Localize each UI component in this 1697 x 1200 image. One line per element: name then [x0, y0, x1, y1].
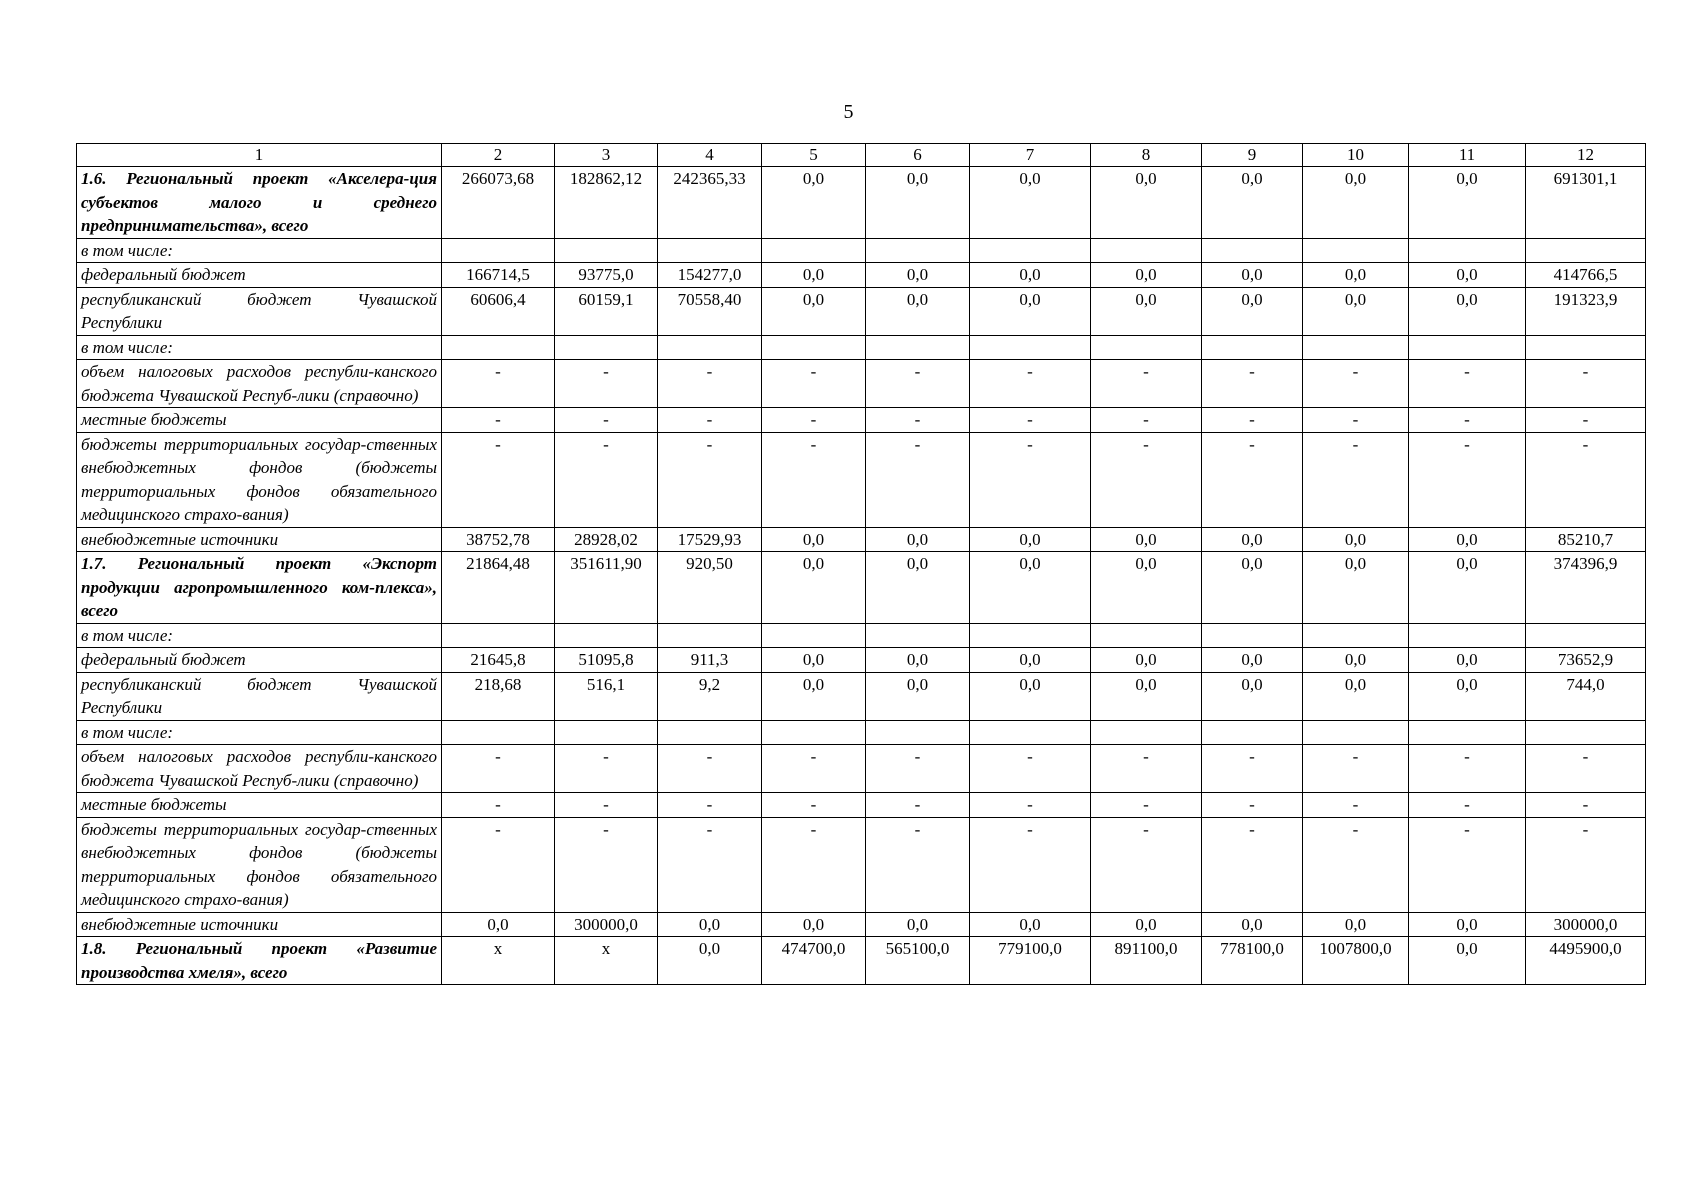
value-cell [442, 238, 555, 263]
table-row [77, 408, 1646, 433]
column-number-row [77, 144, 1646, 167]
value-cell: 0,0 [1303, 648, 1409, 673]
value-cell [1526, 238, 1646, 263]
value-cell: 0,0 [762, 672, 866, 720]
value-cell: - [866, 817, 970, 912]
value-cell: - [1091, 432, 1202, 527]
value-cell: х [555, 937, 658, 985]
row-label: объем налоговых расходов республи-канского бюджета Чувашской Респуб-лики (справочно) [77, 745, 442, 793]
value-cell: 0,0 [762, 167, 866, 239]
value-cell: 0,0 [1091, 648, 1202, 673]
value-cell: 0,0 [970, 287, 1091, 335]
value-cell: - [1409, 745, 1526, 793]
value-cell: 4495900,0 [1526, 937, 1646, 985]
value-cell [1091, 720, 1202, 745]
value-cell: 0,0 [1091, 263, 1202, 288]
value-cell: - [762, 793, 866, 818]
value-cell [866, 720, 970, 745]
value-cell: 0,0 [1409, 937, 1526, 985]
value-cell: - [555, 793, 658, 818]
value-cell [658, 238, 762, 263]
value-cell [762, 335, 866, 360]
value-cell: 70558,40 [658, 287, 762, 335]
value-cell: - [762, 432, 866, 527]
value-cell [555, 720, 658, 745]
column-number-cell: 9 [1202, 144, 1303, 167]
value-cell: - [970, 817, 1091, 912]
value-cell: - [762, 360, 866, 408]
column-number-cell: 7 [970, 144, 1091, 167]
value-cell [866, 335, 970, 360]
value-cell: 0,0 [970, 527, 1091, 552]
value-cell: 0,0 [970, 648, 1091, 673]
value-cell: 779100,0 [970, 937, 1091, 985]
value-cell: 778100,0 [1202, 937, 1303, 985]
value-cell: - [866, 408, 970, 433]
value-cell: - [1202, 408, 1303, 433]
value-cell: 0,0 [1091, 287, 1202, 335]
value-cell: 891100,0 [1091, 937, 1202, 985]
column-number-cell: 1 [77, 144, 442, 167]
value-cell: - [970, 408, 1091, 433]
value-cell: - [1409, 817, 1526, 912]
value-cell: 0,0 [1202, 263, 1303, 288]
value-cell [555, 623, 658, 648]
value-cell: 0,0 [1409, 287, 1526, 335]
row-label: в том числе: [77, 335, 442, 360]
value-cell: 474700,0 [762, 937, 866, 985]
value-cell: - [1526, 745, 1646, 793]
value-cell: - [1091, 408, 1202, 433]
value-cell [1202, 720, 1303, 745]
column-number-cell: 5 [762, 144, 866, 167]
value-cell [1303, 623, 1409, 648]
value-cell [866, 623, 970, 648]
value-cell: 920,50 [658, 552, 762, 624]
value-cell [1526, 623, 1646, 648]
value-cell: 60606,4 [442, 287, 555, 335]
value-cell: 93775,0 [555, 263, 658, 288]
value-cell: 0,0 [1409, 672, 1526, 720]
value-cell [658, 335, 762, 360]
value-cell: 0,0 [1409, 167, 1526, 239]
value-cell: х [442, 937, 555, 985]
value-cell [1409, 238, 1526, 263]
project-total-row [77, 552, 1646, 624]
project-total-row [77, 167, 1646, 239]
value-cell: - [442, 817, 555, 912]
value-cell: 38752,78 [442, 527, 555, 552]
value-cell: 0,0 [1202, 672, 1303, 720]
value-cell: 0,0 [866, 527, 970, 552]
value-cell: 1007800,0 [1303, 937, 1409, 985]
value-cell: - [658, 817, 762, 912]
budget-table [76, 143, 1646, 985]
value-cell [1526, 335, 1646, 360]
value-cell [1409, 335, 1526, 360]
value-cell: 0,0 [970, 672, 1091, 720]
value-cell: 0,0 [1409, 263, 1526, 288]
value-cell: 0,0 [1409, 912, 1526, 937]
value-cell: - [442, 432, 555, 527]
value-cell: - [1091, 360, 1202, 408]
value-cell: 0,0 [866, 648, 970, 673]
value-cell: - [555, 745, 658, 793]
value-cell: - [1409, 793, 1526, 818]
value-cell: 0,0 [970, 167, 1091, 239]
column-number-cell: 6 [866, 144, 970, 167]
column-number-cell: 11 [1409, 144, 1526, 167]
value-cell: - [1091, 817, 1202, 912]
value-cell: 0,0 [866, 263, 970, 288]
value-cell: - [1303, 793, 1409, 818]
value-cell: 28928,02 [555, 527, 658, 552]
value-cell [1409, 720, 1526, 745]
value-cell [970, 238, 1091, 263]
value-cell: - [1202, 360, 1303, 408]
value-cell: 351611,90 [555, 552, 658, 624]
value-cell: 0,0 [658, 937, 762, 985]
value-cell: - [658, 432, 762, 527]
table-row [77, 817, 1646, 912]
value-cell: - [1526, 360, 1646, 408]
table-row [77, 745, 1646, 793]
table-row [77, 793, 1646, 818]
table-row [77, 360, 1646, 408]
value-cell: 0,0 [866, 672, 970, 720]
row-label: бюджеты территориальных государ-ственных внебюджетных фондов (бюджеты территориальных фондов обязательного медицинского страхо-вания) [77, 432, 442, 527]
value-cell [970, 335, 1091, 360]
row-label: федеральный бюджет [77, 648, 442, 673]
value-cell: - [866, 745, 970, 793]
value-cell: 0,0 [1091, 672, 1202, 720]
row-label: в том числе: [77, 623, 442, 648]
value-cell: 0,0 [1409, 552, 1526, 624]
value-cell: - [1409, 408, 1526, 433]
value-cell: - [555, 408, 658, 433]
value-cell: 266073,68 [442, 167, 555, 239]
row-label: в том числе: [77, 720, 442, 745]
value-cell: - [442, 793, 555, 818]
value-cell [1303, 720, 1409, 745]
value-cell [442, 335, 555, 360]
value-cell [866, 238, 970, 263]
row-label: местные бюджеты [77, 408, 442, 433]
value-cell: - [1409, 360, 1526, 408]
value-cell [1526, 720, 1646, 745]
value-cell: - [658, 408, 762, 433]
row-label: объем налоговых расходов республи-канского бюджета Чувашской Респуб-лики (справочно) [77, 360, 442, 408]
value-cell [970, 623, 1091, 648]
value-cell: - [970, 745, 1091, 793]
value-cell: 17529,93 [658, 527, 762, 552]
value-cell [1091, 335, 1202, 360]
value-cell: 744,0 [1526, 672, 1646, 720]
value-cell: 911,3 [658, 648, 762, 673]
value-cell: 0,0 [1202, 287, 1303, 335]
value-cell [1091, 623, 1202, 648]
value-cell: 300000,0 [1526, 912, 1646, 937]
value-cell: 0,0 [1303, 552, 1409, 624]
value-cell: 0,0 [970, 912, 1091, 937]
value-cell: 691301,1 [1526, 167, 1646, 239]
table-row [77, 527, 1646, 552]
value-cell: - [555, 360, 658, 408]
value-cell: 0,0 [1202, 527, 1303, 552]
row-label: 1.6. Региональный проект «Акселера-ция субъектов малого и среднего предпринимательства», всего [77, 167, 442, 239]
value-cell: 0,0 [1409, 527, 1526, 552]
value-cell: 85210,7 [1526, 527, 1646, 552]
value-cell: 0,0 [1202, 552, 1303, 624]
value-cell: - [866, 360, 970, 408]
column-number-cell: 12 [1526, 144, 1646, 167]
value-cell: 9,2 [658, 672, 762, 720]
value-cell: 154277,0 [658, 263, 762, 288]
page-number: 5 [843, 101, 854, 123]
value-cell: - [555, 817, 658, 912]
value-cell: - [970, 360, 1091, 408]
table-row [77, 648, 1646, 673]
value-cell: 73652,9 [1526, 648, 1646, 673]
row-label: 1.8. Региональный проект «Развитие производства хмеля», всего [77, 937, 442, 985]
value-cell: - [1526, 817, 1646, 912]
value-cell: 0,0 [1409, 648, 1526, 673]
value-cell: 0,0 [1303, 672, 1409, 720]
value-cell [1091, 238, 1202, 263]
value-cell: - [1303, 745, 1409, 793]
table-row [77, 263, 1646, 288]
value-cell: - [1303, 408, 1409, 433]
value-cell: - [970, 793, 1091, 818]
value-cell: 0,0 [442, 912, 555, 937]
value-cell: - [1526, 793, 1646, 818]
value-cell: - [658, 745, 762, 793]
value-cell [555, 238, 658, 263]
value-cell: - [1202, 817, 1303, 912]
value-cell [442, 720, 555, 745]
value-cell: - [1202, 745, 1303, 793]
value-cell: 0,0 [1091, 527, 1202, 552]
column-number-cell: 2 [442, 144, 555, 167]
value-cell: 0,0 [1303, 263, 1409, 288]
row-label: федеральный бюджет [77, 263, 442, 288]
project-total-row [77, 937, 1646, 985]
value-cell [970, 720, 1091, 745]
column-number-cell: 4 [658, 144, 762, 167]
row-label: внебюджетные источники [77, 527, 442, 552]
table-row [77, 672, 1646, 720]
value-cell: 191323,9 [1526, 287, 1646, 335]
value-cell: - [1202, 432, 1303, 527]
value-cell [1303, 335, 1409, 360]
value-cell [762, 238, 866, 263]
value-cell: 0,0 [1202, 912, 1303, 937]
value-cell: 374396,9 [1526, 552, 1646, 624]
row-label: бюджеты территориальных государ-ственных внебюджетных фондов (бюджеты территориальных фондов обязательного медицинского страхо-вания) [77, 817, 442, 912]
value-cell: - [658, 360, 762, 408]
value-cell: - [1303, 360, 1409, 408]
value-cell [658, 623, 762, 648]
value-cell: 0,0 [970, 263, 1091, 288]
value-cell: 0,0 [762, 527, 866, 552]
value-cell: 414766,5 [1526, 263, 1646, 288]
value-cell [1303, 238, 1409, 263]
table-row [77, 720, 1646, 745]
value-cell: - [762, 408, 866, 433]
value-cell: 21864,48 [442, 552, 555, 624]
value-cell: - [658, 793, 762, 818]
value-cell: 0,0 [1091, 167, 1202, 239]
value-cell: - [442, 408, 555, 433]
value-cell: 0,0 [1303, 527, 1409, 552]
row-label: местные бюджеты [77, 793, 442, 818]
value-cell: - [1526, 408, 1646, 433]
value-cell [1202, 623, 1303, 648]
table-row [77, 335, 1646, 360]
value-cell: 0,0 [1303, 912, 1409, 937]
value-cell: - [762, 745, 866, 793]
value-cell [762, 623, 866, 648]
value-cell [1202, 335, 1303, 360]
value-cell: 0,0 [970, 552, 1091, 624]
value-cell [442, 623, 555, 648]
value-cell: 0,0 [658, 912, 762, 937]
value-cell: - [1091, 745, 1202, 793]
value-cell: 21645,8 [442, 648, 555, 673]
value-cell: 51095,8 [555, 648, 658, 673]
table-row [77, 912, 1646, 937]
value-cell: - [1526, 432, 1646, 527]
value-cell [555, 335, 658, 360]
value-cell: 0,0 [1091, 552, 1202, 624]
value-cell: 60159,1 [555, 287, 658, 335]
row-label: внебюджетные источники [77, 912, 442, 937]
value-cell: - [866, 793, 970, 818]
value-cell: 0,0 [762, 552, 866, 624]
row-label: 1.7. Региональный проект «Экспорт продукции агропромышленного ком-плекса», всего [77, 552, 442, 624]
value-cell: 0,0 [1303, 167, 1409, 239]
value-cell: 182862,12 [555, 167, 658, 239]
value-cell: 300000,0 [555, 912, 658, 937]
value-cell: 218,68 [442, 672, 555, 720]
value-cell [1409, 623, 1526, 648]
table-body [77, 144, 1646, 985]
value-cell: - [762, 817, 866, 912]
value-cell: - [442, 360, 555, 408]
value-cell: 0,0 [762, 287, 866, 335]
value-cell: 0,0 [1303, 287, 1409, 335]
column-number-cell: 3 [555, 144, 658, 167]
value-cell: 166714,5 [442, 263, 555, 288]
value-cell: 0,0 [762, 912, 866, 937]
table-row [77, 238, 1646, 263]
value-cell: - [1303, 432, 1409, 527]
value-cell: 565100,0 [866, 937, 970, 985]
value-cell: - [1303, 817, 1409, 912]
table-row [77, 623, 1646, 648]
value-cell: 0,0 [866, 912, 970, 937]
value-cell: - [866, 432, 970, 527]
value-cell: 0,0 [762, 648, 866, 673]
column-number-cell: 10 [1303, 144, 1409, 167]
row-label: республиканский бюджет Чувашской Республики [77, 287, 442, 335]
value-cell [658, 720, 762, 745]
value-cell: 0,0 [866, 167, 970, 239]
value-cell: 0,0 [866, 287, 970, 335]
value-cell: 0,0 [1202, 167, 1303, 239]
value-cell: - [1202, 793, 1303, 818]
column-number-cell: 8 [1091, 144, 1202, 167]
value-cell: - [555, 432, 658, 527]
row-label: в том числе: [77, 238, 442, 263]
table-row [77, 432, 1646, 527]
value-cell: 0,0 [866, 552, 970, 624]
value-cell: - [442, 745, 555, 793]
value-cell: - [1409, 432, 1526, 527]
value-cell: - [970, 432, 1091, 527]
value-cell: 0,0 [1091, 912, 1202, 937]
value-cell: 0,0 [1202, 648, 1303, 673]
value-cell: 242365,33 [658, 167, 762, 239]
value-cell: 516,1 [555, 672, 658, 720]
value-cell: - [1091, 793, 1202, 818]
table-row [77, 287, 1646, 335]
value-cell [1202, 238, 1303, 263]
value-cell: 0,0 [762, 263, 866, 288]
row-label: республиканский бюджет Чувашской Республики [77, 672, 442, 720]
value-cell [762, 720, 866, 745]
